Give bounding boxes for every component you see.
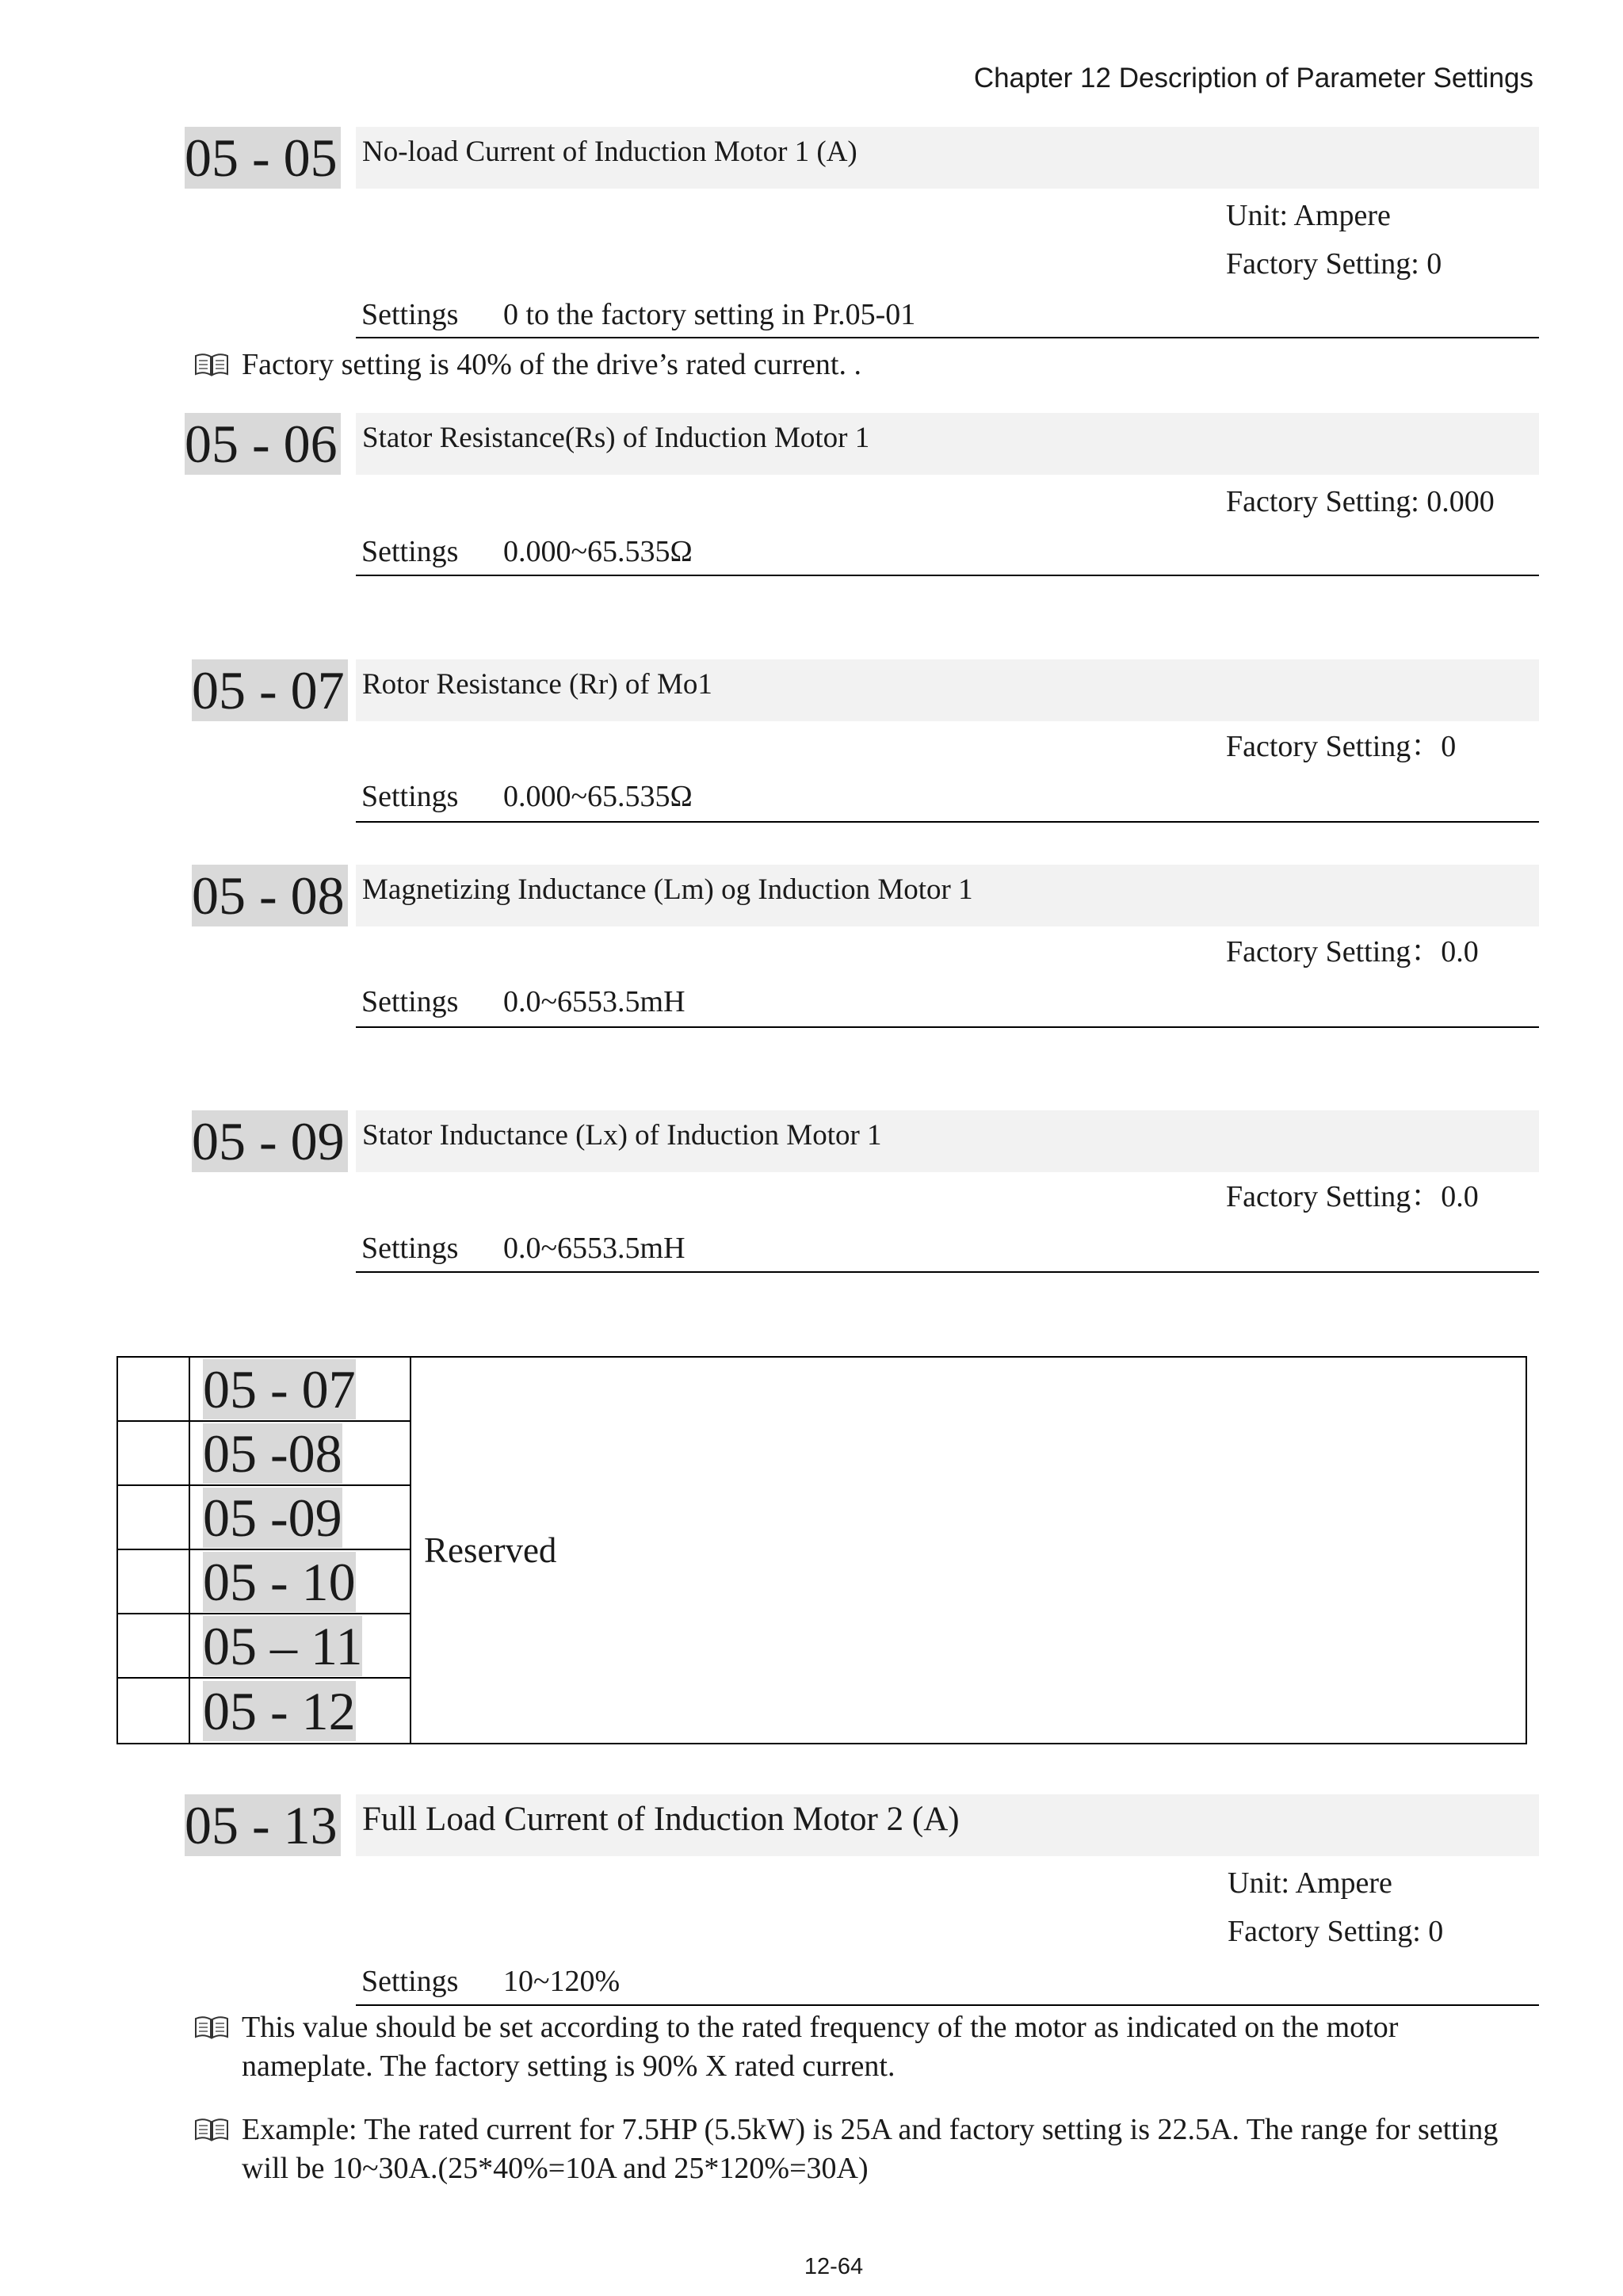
unit-label: Unit: Ampere bbox=[1226, 199, 1391, 232]
book-icon bbox=[193, 2116, 230, 2143]
table-cell bbox=[118, 1550, 190, 1614]
param-number: 05 - 06 bbox=[185, 413, 341, 475]
reserved-description: Reserved bbox=[424, 1530, 557, 1570]
reserved-param-number: 05 -09 bbox=[203, 1487, 342, 1548]
factory-setting: Factory Setting：0.0 bbox=[1226, 1180, 1479, 1213]
table-cell bbox=[190, 1614, 411, 1679]
divider bbox=[356, 1026, 1539, 1028]
reserved-param-number: 05 -08 bbox=[203, 1423, 342, 1484]
chapter-header: Chapter 12 Description of Parameter Settings bbox=[973, 63, 1533, 94]
note-line: will be 10~30A.(25*40%=10A and 25*120%=30A) bbox=[242, 2152, 869, 2185]
param-number: 05 - 07 bbox=[192, 659, 348, 721]
table-cell bbox=[118, 1679, 190, 1743]
note-line: This value should be set according to the rated frequency of the motor as indicated on the motor bbox=[242, 2011, 1399, 2044]
table-cell bbox=[118, 1422, 190, 1486]
param-number: 05 - 05 bbox=[185, 127, 341, 189]
param-title-bar bbox=[356, 1794, 1539, 1856]
param-title: Full Load Current of Induction Motor 2 (A) bbox=[362, 1801, 960, 1838]
param-title-bar bbox=[356, 127, 1539, 189]
table-cell bbox=[190, 1679, 411, 1743]
factory-setting: Factory Setting: 0 bbox=[1226, 247, 1442, 281]
reserved-table bbox=[116, 1356, 1527, 1744]
settings-label: Settings bbox=[361, 780, 459, 813]
settings-label: Settings bbox=[361, 985, 459, 1018]
table-cell bbox=[190, 1422, 411, 1486]
book-icon bbox=[193, 2014, 230, 2041]
reserved-param-number: 05 – 11 bbox=[203, 1615, 363, 1676]
reserved-param-number: 05 - 10 bbox=[203, 1551, 356, 1612]
reserved-param-number: 05 - 07 bbox=[203, 1358, 356, 1419]
divider bbox=[356, 575, 1539, 576]
book-icon bbox=[193, 351, 230, 378]
settings-label: Settings bbox=[361, 1232, 459, 1265]
table-cell bbox=[190, 1358, 411, 1422]
table-cell bbox=[190, 1550, 411, 1614]
reserved-param-number: 05 - 12 bbox=[203, 1680, 356, 1741]
table-cell bbox=[190, 1486, 411, 1550]
settings-value: 10~120% bbox=[503, 1965, 621, 1998]
param-title: Magnetizing Inductance (Lm) og Induction Motor 1 bbox=[362, 873, 973, 906]
settings-label: Settings bbox=[361, 298, 459, 331]
divider bbox=[356, 2004, 1539, 2006]
settings-value: 0.000~65.535Ω bbox=[503, 535, 693, 568]
divider bbox=[356, 1271, 1539, 1273]
settings-value: 0.0~6553.5mH bbox=[503, 1232, 685, 1265]
factory-setting: Factory Setting：0.0 bbox=[1226, 935, 1479, 968]
note-line: Factory setting is 40% of the drive’s rated current. . bbox=[242, 348, 861, 381]
settings-label: Settings bbox=[361, 535, 459, 568]
unit-label: Unit: Ampere bbox=[1228, 1866, 1392, 1900]
settings-label: Settings bbox=[361, 1965, 459, 1998]
note bbox=[242, 346, 861, 384]
settings-value: 0 to the factory setting in Pr.05-01 bbox=[503, 298, 916, 331]
settings-value: 0.0~6553.5mH bbox=[503, 985, 685, 1018]
note-line: Example: The rated current for 7.5HP (5.5kW) is 25A and factory setting is 22.5A. The range for setting bbox=[242, 2113, 1499, 2146]
factory-setting: Factory Setting：0 bbox=[1226, 730, 1457, 763]
param-number: 05 - 08 bbox=[192, 865, 348, 926]
table-cell bbox=[118, 1358, 190, 1422]
param-title-bar bbox=[356, 413, 1539, 475]
param-number: 05 - 09 bbox=[192, 1110, 348, 1172]
settings-value: 0.000~65.535Ω bbox=[503, 780, 693, 813]
param-title: Stator Inductance (Lx) of Induction Motor 1 bbox=[362, 1119, 882, 1152]
param-title-bar bbox=[356, 865, 1539, 926]
table-cell bbox=[118, 1614, 190, 1679]
divider bbox=[356, 337, 1539, 338]
note bbox=[242, 2008, 1398, 2086]
param-title-bar bbox=[356, 659, 1539, 721]
param-title: No-load Current of Induction Motor 1 (A) bbox=[362, 136, 857, 168]
note-line: nameplate. The factory setting is 90% X rated current. bbox=[242, 2050, 896, 2083]
divider bbox=[356, 821, 1539, 823]
factory-setting: Factory Setting: 0 bbox=[1228, 1915, 1444, 1948]
param-title-bar bbox=[356, 1110, 1539, 1172]
param-title: Stator Resistance(Rs) of Induction Motor 1 bbox=[362, 422, 870, 454]
table-cell bbox=[118, 1486, 190, 1550]
param-title: Rotor Resistance (Rr) of Mo1 bbox=[362, 668, 712, 701]
page-number: 12-64 bbox=[804, 2254, 864, 2279]
factory-setting: Factory Setting: 0.000 bbox=[1226, 485, 1495, 518]
note bbox=[242, 2111, 1498, 2188]
param-number: 05 - 13 bbox=[185, 1794, 341, 1856]
